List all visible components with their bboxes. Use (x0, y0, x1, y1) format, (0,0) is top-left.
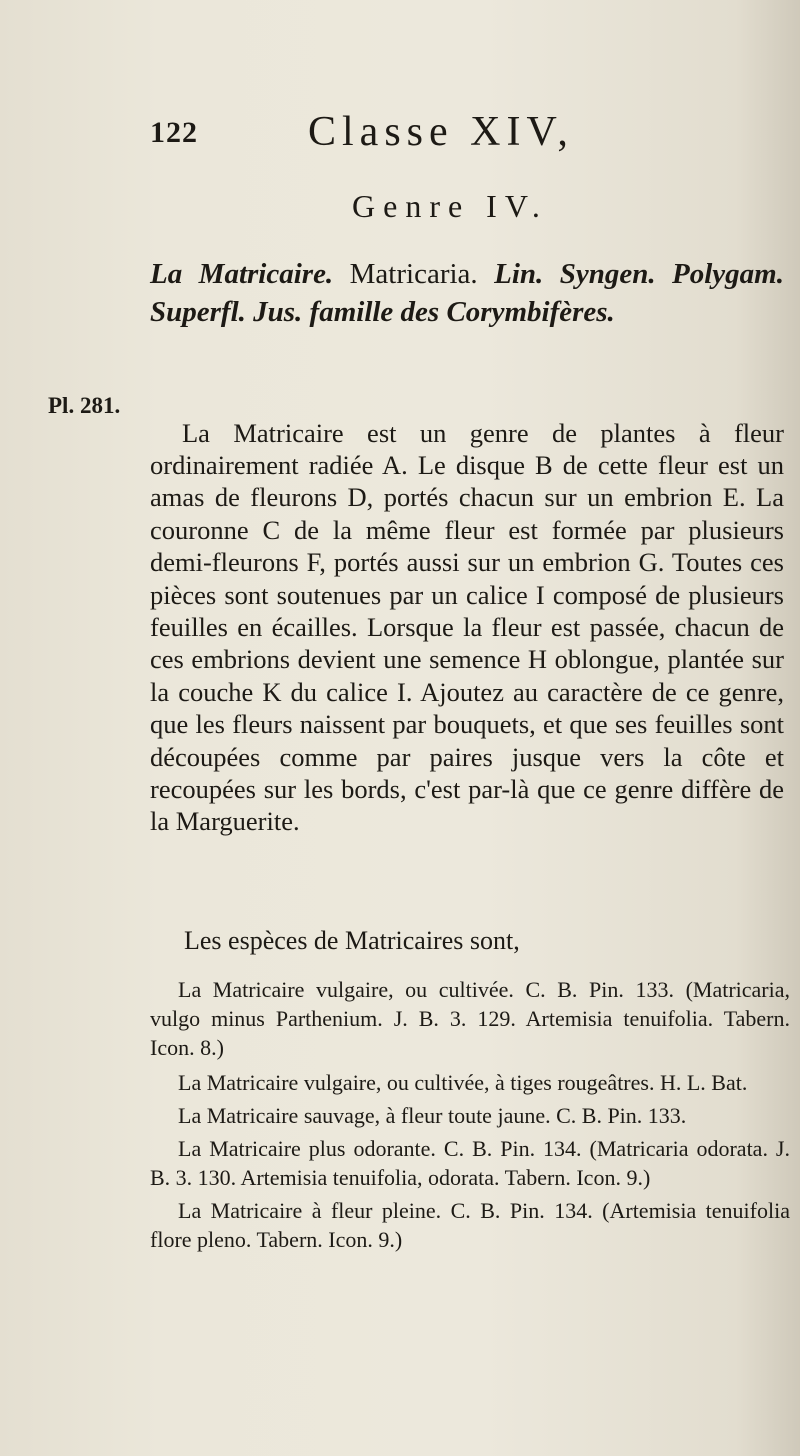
page-number: 122 (150, 116, 198, 149)
species-heading: Les espèces de Matricaires sont, (184, 926, 520, 955)
species-list (150, 975, 790, 1258)
species-item: La Matricaire vulgaire, ou cultivée, à tiges rougeâtres. H. L. Bat. (178, 1070, 748, 1095)
species-item: La Matricaire à fleur pleine. C. B. Pin. 134. (Artemisia tenuifolia flore pleno. Tabern. Icon. 9.) (150, 1198, 790, 1252)
genre-heading: Genre IV. (352, 188, 548, 224)
species-item: La Matricaire plus odorante. C. B. Pin. 134. (Matricaria odorata. J. B. 3. 130. Artemisia tenuifolia, odorata. Tabern. Icon. 9.) (150, 1136, 790, 1190)
plate-reference: Pl. 281. (48, 393, 121, 418)
entry-reference: Lin. Syngen. Polygam. Superfl. Jus. famille des Corymbifères. (150, 258, 784, 328)
entry-name-fr: La Matricaire. (150, 258, 334, 290)
page-header (150, 108, 655, 158)
genre-description: La Matricaire est un genre de plantes à fleur ordinairement radiée A. Le disque B de cette fleur est un amas de fleurons D, portés chacun sur un embrion E. La couronne C de la même fleur est formée par plusieurs demi-fleurons F, portés aussi sur un embrion G. Toutes ces pièces sont soutenues par un calice I composé de plusieurs feuilles en écailles. Lorsque la fleur est passée, chacun de ces embrions devient une semence H oblongue, plantée sur la couche K du calice I. Ajoutez au caractère de ce genre, que les fleurs naissent par bouquets, et que ses feuilles sont découpées comme par paires jusque vers la côte et recoupées sur les bords, c'est par-là que ce genre diffère de la Marguerite. (150, 417, 784, 837)
entry-name-lat: Matricaria. (349, 258, 478, 290)
running-title: Classe XIV, (308, 109, 574, 155)
entry-title (150, 255, 784, 331)
species-item: La Matricaire vulgaire, ou cultivée. C. B. Pin. 133. (Matricaria, vulgo minus Parthenium. J. B. 3. 129. Artemisia tenuifolia. Tabern. Icon. 8.) (150, 977, 790, 1060)
species-item: La Matricaire sauvage, à fleur toute jaune. C. B. Pin. 133. (178, 1103, 687, 1128)
